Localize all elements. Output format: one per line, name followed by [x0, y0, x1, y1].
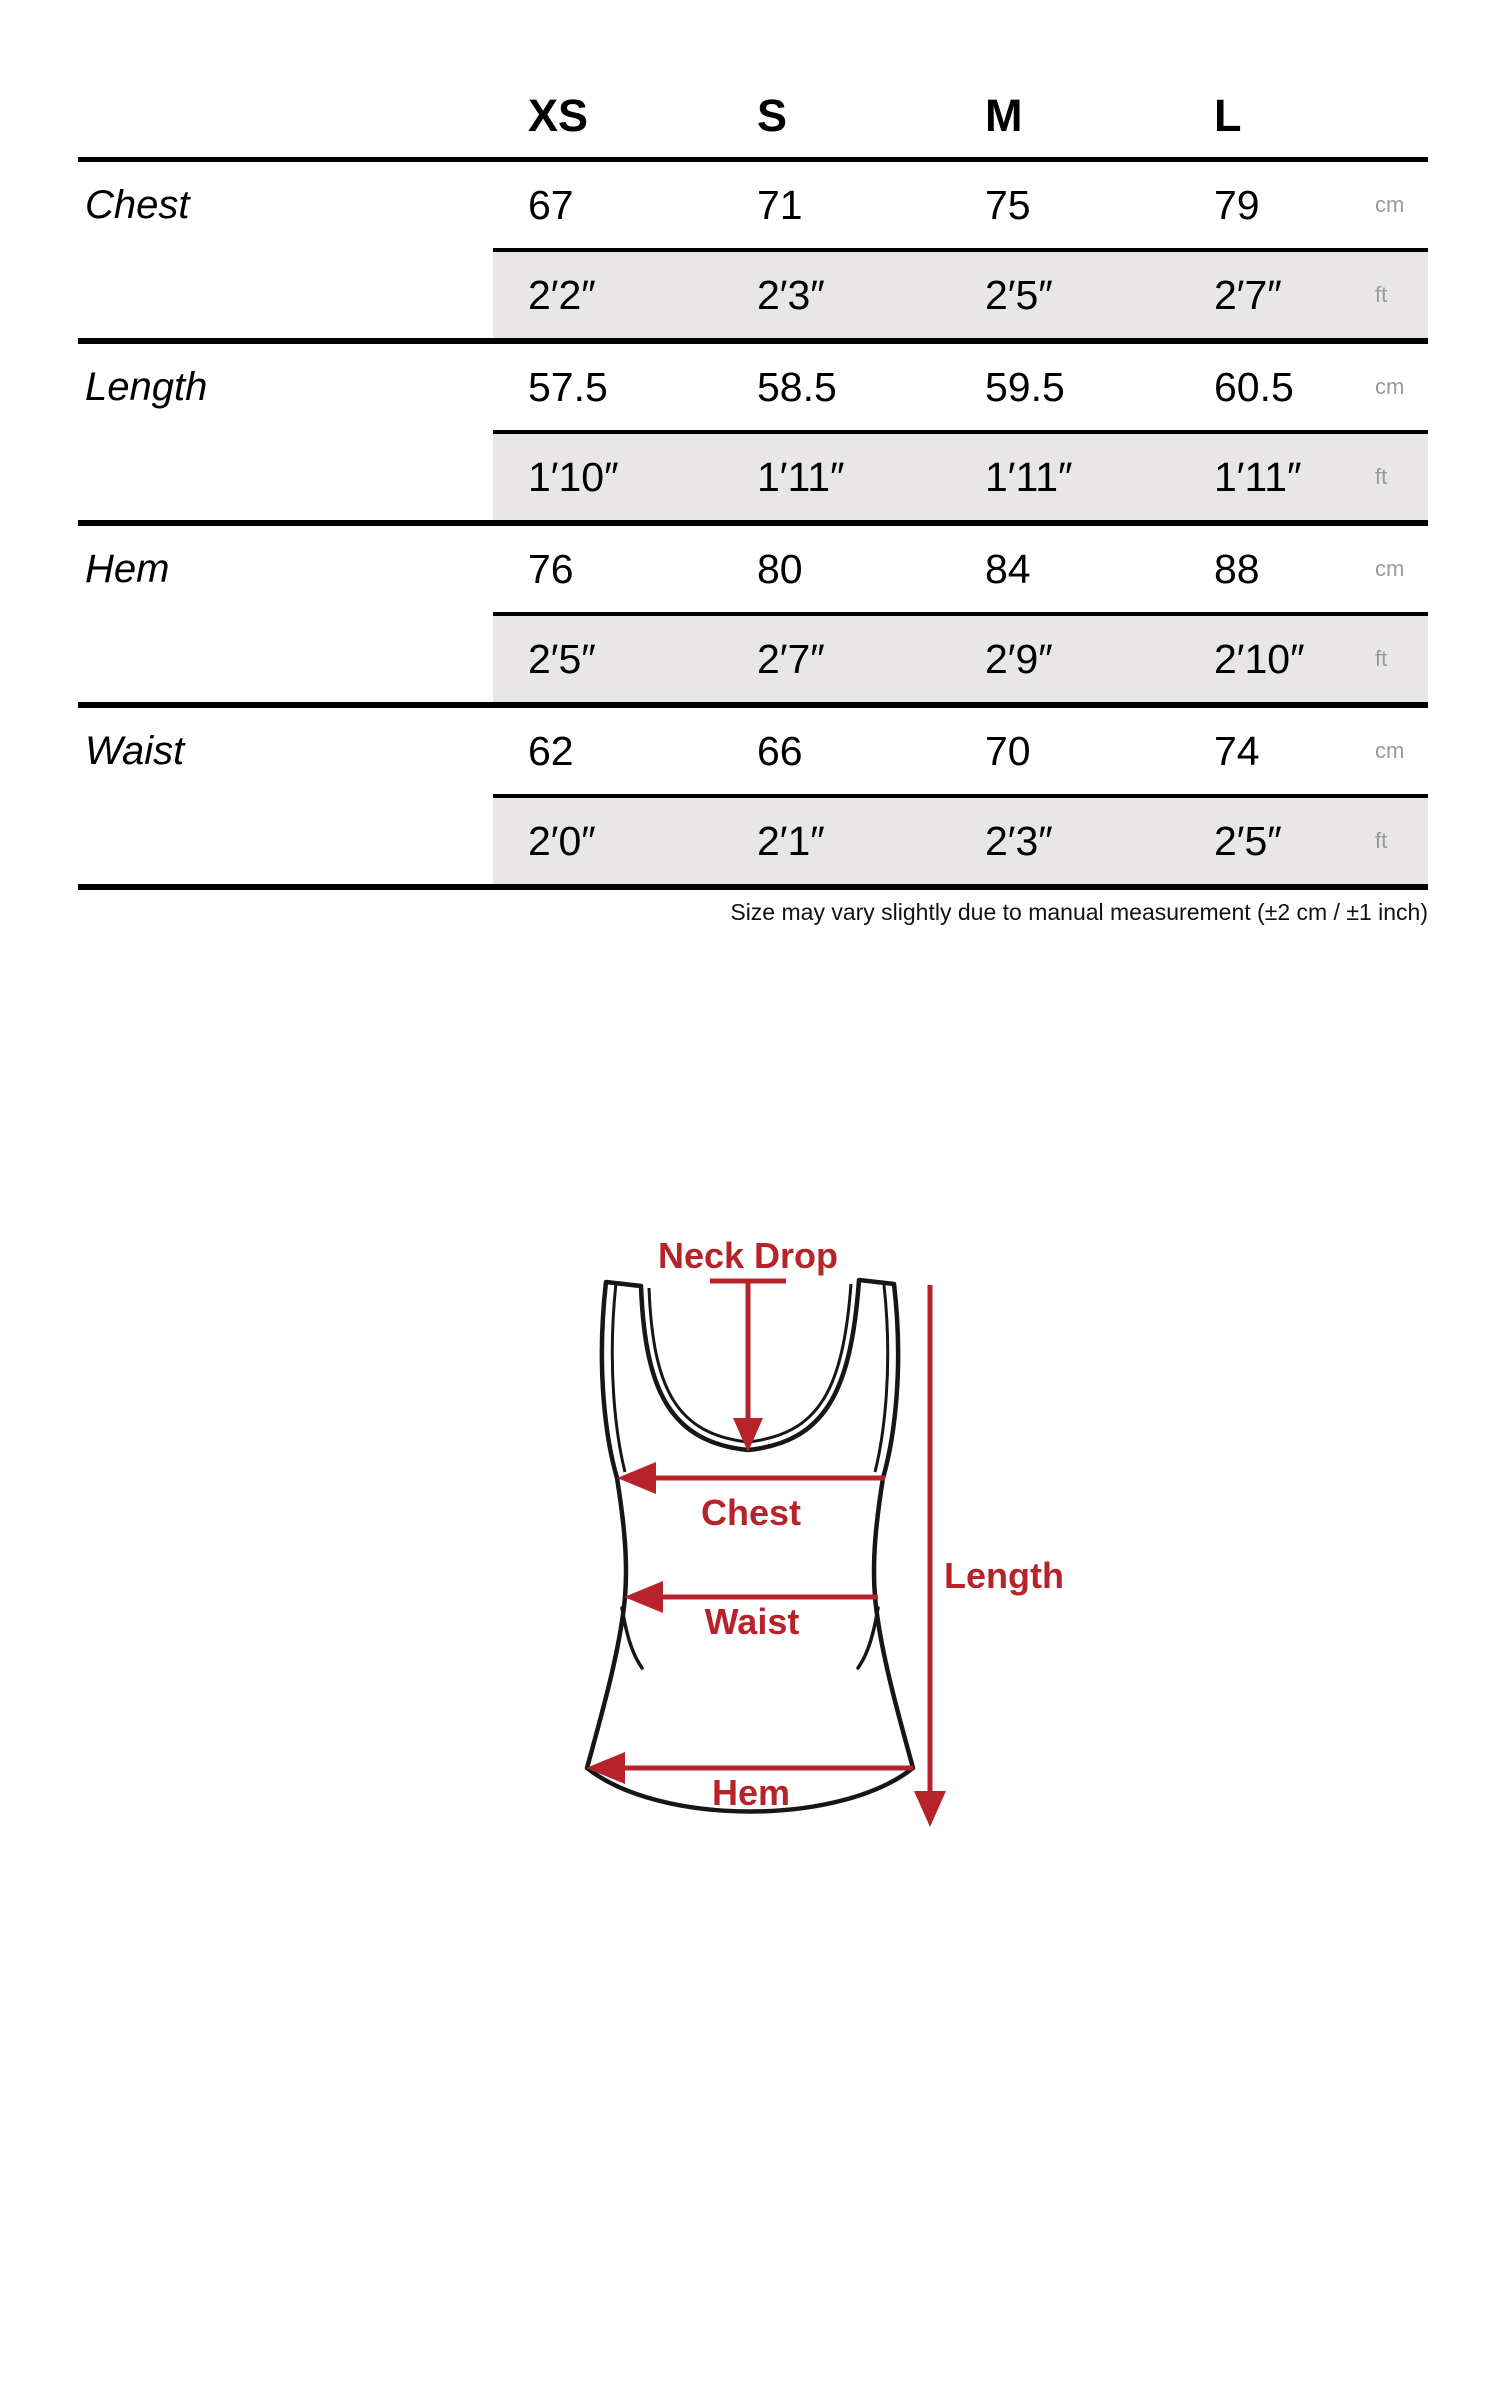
row-label-waist: Waist — [85, 729, 185, 773]
waist-label: Waist — [704, 1601, 800, 1642]
unit-cm: cm — [1375, 192, 1405, 217]
cell-chest-ft-m: 2′5″ — [985, 272, 1053, 318]
cell-chest-ft-xs: 2′2″ — [528, 272, 596, 318]
cell-length-ft-xs: 1′10″ — [528, 454, 619, 500]
unit-cm: cm — [1375, 738, 1405, 763]
cell-length-cm-xs: 57.5 — [528, 364, 608, 410]
cell-hem-cm-xs: 76 — [528, 546, 574, 592]
cell-length-cm-m: 59.5 — [985, 364, 1065, 410]
table-row-waist-ft — [78, 794, 1428, 884]
cell-waist-ft-l: 2′5″ — [1214, 818, 1282, 864]
ft-band — [493, 794, 1428, 884]
table-row-chest-ft — [78, 248, 1428, 338]
unit-cm: cm — [1375, 374, 1405, 399]
tank-top-measurement-diagram — [520, 1200, 1140, 1860]
cell-hem-cm-m: 84 — [985, 546, 1031, 592]
hem-label: Hem — [711, 1772, 791, 1813]
table-row-length-ft — [78, 430, 1428, 520]
cell-waist-ft-xs: 2′0″ — [528, 818, 596, 864]
cell-length-ft-l: 1′11″ — [1214, 454, 1302, 500]
row-label-chest: Chest — [85, 183, 190, 227]
cell-length-cm-l: 60.5 — [1214, 364, 1294, 410]
cell-length-cm-s: 58.5 — [757, 364, 837, 410]
cell-waist-cm-xs: 62 — [528, 728, 574, 774]
cell-hem-ft-xs: 2′5″ — [528, 636, 596, 682]
row-label-length: Length — [85, 365, 208, 409]
table-row-hem-cm — [78, 526, 1428, 612]
cell-length-ft-s: 1′11″ — [757, 454, 845, 500]
ft-band — [493, 248, 1428, 338]
unit-ft: ft — [1375, 646, 1388, 671]
unit-ft: ft — [1375, 464, 1388, 489]
table-row-waist-cm — [78, 708, 1428, 794]
cell-chest-ft-s: 2′3″ — [757, 272, 825, 318]
cell-waist-cm-m: 70 — [985, 728, 1031, 774]
table-row-length-cm — [78, 344, 1428, 430]
measurement-disclaimer: Size may vary slightly due to manual measurement (±2 cm / ±1 inch) — [730, 899, 1428, 925]
size-header-m: M — [985, 90, 1023, 141]
tank-top-diagram-svg — [520, 1200, 1140, 1860]
cell-waist-cm-l: 74 — [1214, 728, 1260, 774]
cell-hem-ft-l: 2′10″ — [1214, 636, 1305, 682]
unit-ft: ft — [1375, 282, 1388, 307]
size-table — [78, 75, 1428, 890]
table-row-hem-ft — [78, 612, 1428, 702]
cell-hem-ft-m: 2′9″ — [985, 636, 1053, 682]
size-header-s: S — [757, 90, 788, 141]
cell-waist-cm-s: 66 — [757, 728, 803, 774]
cell-waist-ft-m: 2′3″ — [985, 818, 1053, 864]
cell-hem-cm-s: 80 — [757, 546, 803, 592]
cell-chest-ft-l: 2′7″ — [1214, 272, 1282, 318]
row-label-hem: Hem — [85, 547, 170, 591]
cell-length-ft-m: 1′11″ — [985, 454, 1073, 500]
length-arrowhead — [914, 1791, 946, 1827]
chest-label: Chest — [700, 1492, 802, 1533]
neck-drop-label: Neck Drop — [657, 1235, 839, 1276]
size-header-l: L — [1214, 90, 1242, 141]
cell-hem-cm-l: 88 — [1214, 546, 1260, 592]
size-header-xs: XS — [528, 90, 589, 141]
size-table-header — [78, 75, 1428, 162]
unit-ft: ft — [1375, 828, 1388, 853]
cell-chest-cm-m: 75 — [985, 182, 1031, 228]
cell-chest-cm-xs: 67 — [528, 182, 574, 228]
cell-chest-cm-s: 71 — [757, 182, 803, 228]
cell-hem-ft-s: 2′7″ — [757, 636, 825, 682]
length-label: Length — [944, 1555, 1064, 1596]
cell-chest-cm-l: 79 — [1214, 182, 1260, 228]
table-bottom-rule — [78, 884, 1428, 890]
table-row-chest-cm — [78, 162, 1428, 248]
cell-waist-ft-s: 2′1″ — [757, 818, 825, 864]
unit-cm: cm — [1375, 556, 1405, 581]
